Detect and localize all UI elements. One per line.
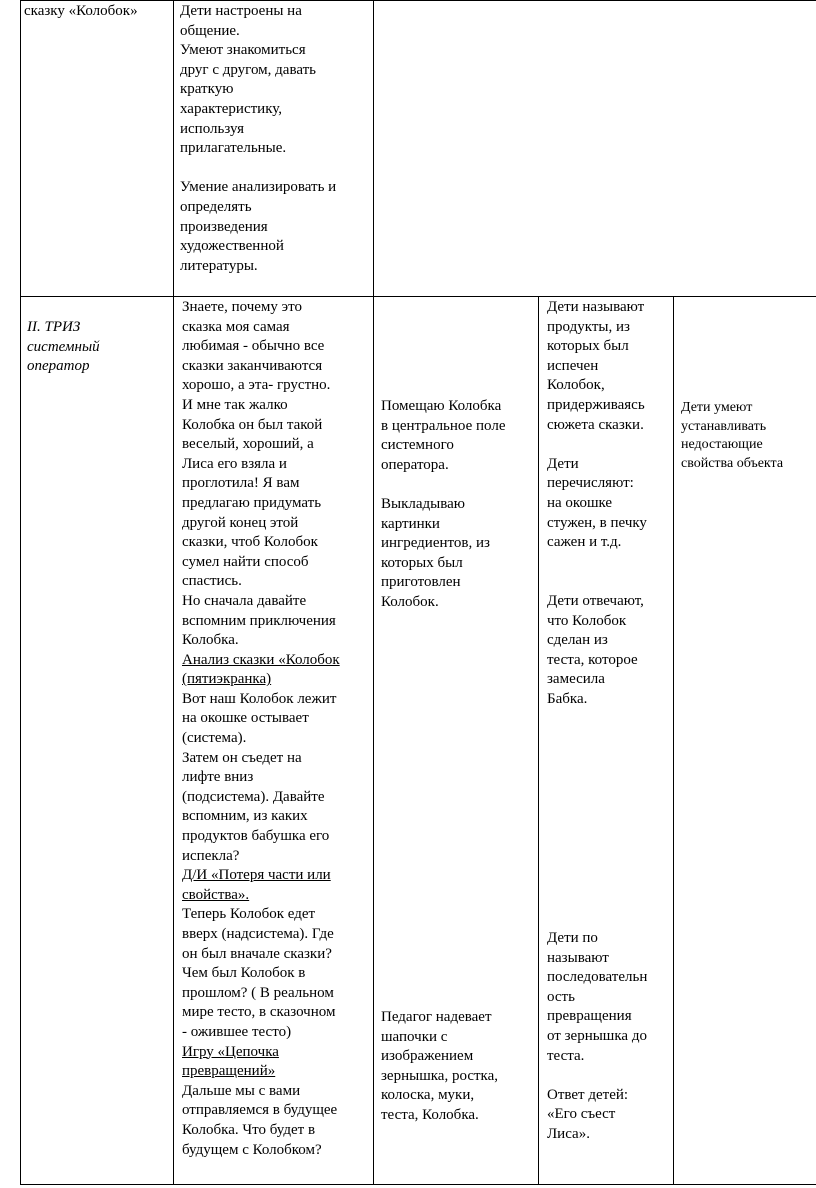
text-line: системного xyxy=(381,437,454,454)
text-line: придерживаясь xyxy=(547,396,645,413)
speech-line: Теперь Колобок едет xyxy=(182,906,316,923)
speech-line: свойства». xyxy=(182,886,250,903)
stage-title-line: системный xyxy=(27,338,100,355)
text-line: Дети называют xyxy=(547,299,645,315)
text-line: сказку «Колобок» xyxy=(24,3,138,19)
text-line: прилагательные. xyxy=(180,140,287,157)
speech-line: на окошке остывает xyxy=(182,710,309,727)
speech-line: Затем он съедет на xyxy=(182,749,302,766)
speech-line: вверх (надсистема). Где xyxy=(182,926,334,942)
text-line: произведения xyxy=(180,218,268,235)
speech-line: Но сначала давайте xyxy=(182,592,307,609)
children-activity-cell-1 xyxy=(547,298,647,709)
text-line: Бабка. xyxy=(547,690,588,707)
text-line: в центральное поле xyxy=(381,417,506,434)
text-line: Дети xyxy=(547,455,579,472)
speech-line: (подсистема). Давайте xyxy=(182,788,325,805)
text-line: определять xyxy=(180,198,252,215)
table-line-bottom xyxy=(20,1184,816,1185)
text-line: которых был xyxy=(547,338,629,355)
text-line: устанавливать xyxy=(681,418,767,434)
speech-line: вспомним приключения xyxy=(182,612,336,629)
text-line: «Его съест xyxy=(547,1106,616,1123)
speech-line: сказки заканчиваются xyxy=(182,357,323,374)
speech-line: Анализ сказки «Колобок xyxy=(182,651,340,668)
text-line: Колобок. xyxy=(381,593,439,610)
text-line: характеристику, xyxy=(180,100,283,117)
text-line: Умение анализировать и xyxy=(180,179,337,196)
text-line: ингредиентов, из xyxy=(381,535,490,552)
text-line: друг с другом, давать xyxy=(180,61,317,78)
text-line: сделан из xyxy=(547,632,608,649)
row1-col1-cell xyxy=(24,2,138,22)
speech-line: другой конец этой xyxy=(182,514,299,531)
speech-line: И мне так жалко xyxy=(182,396,288,413)
speech-line: Колобка. Что будет в xyxy=(182,1121,316,1138)
speech-line: проглотила! Я вам xyxy=(182,475,300,492)
text-line: используя xyxy=(180,120,244,137)
speech-line: испекла? xyxy=(182,847,240,864)
speech-line: веселый, хороший, а xyxy=(182,436,314,453)
table-row-divider xyxy=(20,296,816,297)
text-line: теста. xyxy=(547,1047,585,1064)
text-line: от зернышка до xyxy=(547,1027,647,1044)
speech-line: Дальше мы с вами xyxy=(182,1082,301,1099)
speech-line: он был вначале сказки? xyxy=(182,945,332,962)
text-line: сюжета сказки. xyxy=(547,416,644,433)
text-line: Дети умеют xyxy=(681,400,753,415)
table-line-top xyxy=(20,0,816,1)
text-line: Дети по xyxy=(547,930,598,946)
speech-line: Лиса его взяла и xyxy=(182,455,287,472)
text-line: Дети настроены на xyxy=(180,3,302,19)
text-line: называют xyxy=(547,949,609,966)
speech-line: Колобка. xyxy=(182,632,239,649)
text-line: Лиса». xyxy=(547,1125,590,1142)
stage-title-cell xyxy=(27,318,100,377)
text-line: последовательн xyxy=(547,969,648,986)
speech-line: хорошо, а эта- грустно. xyxy=(182,377,331,394)
teacher-actions-cell-1 xyxy=(381,397,506,613)
row1-col2-cell xyxy=(180,2,336,276)
text-line: Помещаю Колобка xyxy=(381,398,502,414)
teacher-speech-cell xyxy=(182,298,340,1160)
text-line: общение. xyxy=(180,22,240,39)
speech-line: продуктов бабушка его xyxy=(182,828,330,845)
text-line: оператора. xyxy=(381,456,449,473)
text-line: на окошке xyxy=(547,494,613,511)
text-line: перечисляют: xyxy=(547,475,634,492)
children-activity-cell-2 xyxy=(547,929,647,1145)
speech-line: (пятиэкранка) xyxy=(182,671,272,688)
speech-line: предлагаю придумать xyxy=(182,494,322,511)
speech-line: вспомним, из каких xyxy=(182,808,308,825)
speech-line: спастись. xyxy=(182,573,242,590)
speech-line: лифте вниз xyxy=(182,769,254,786)
table-col-border-4 xyxy=(673,296,674,1185)
text-line: колоска, муки, xyxy=(381,1087,475,1104)
text-line: теста, которое xyxy=(547,651,638,668)
speech-line: прошлом? ( В реальном xyxy=(182,984,334,1001)
text-line: Дети отвечают, xyxy=(547,592,644,609)
speech-line: Игру «Цепочка xyxy=(182,1043,279,1060)
text-line: изображением xyxy=(381,1048,474,1065)
table-col-border-left xyxy=(20,0,21,1185)
speech-line: Колобка он был такой xyxy=(182,416,323,433)
speech-line: - ожившее тесто) xyxy=(182,1023,292,1040)
text-line: ость xyxy=(547,988,575,1005)
text-line: что Колобок xyxy=(547,612,627,629)
text-line: зернышка, ростка, xyxy=(381,1067,499,1084)
result-cell xyxy=(681,399,783,473)
table-col-border-3 xyxy=(538,296,539,1185)
text-line: сажен и т.д. xyxy=(547,534,622,551)
text-line: Педагог надевает xyxy=(381,1009,492,1025)
speech-line: любимая - обычно все xyxy=(182,338,325,355)
speech-line: превращений» xyxy=(182,1063,276,1080)
text-line: которых был xyxy=(381,554,463,571)
text-line: художественной xyxy=(180,238,284,255)
text-line: Выкладываю xyxy=(381,495,465,512)
text-line: превращения xyxy=(547,1008,632,1025)
text-line: недостающие xyxy=(681,437,763,453)
text-line: литературы. xyxy=(180,257,258,274)
speech-line: сказка моя самая xyxy=(182,318,290,335)
text-line: свойства объекта xyxy=(681,455,784,471)
text-line: приготовлен xyxy=(381,574,461,591)
text-line: продукты, из xyxy=(547,318,630,335)
speech-line: будущем с Колобком? xyxy=(182,1141,322,1158)
speech-line: мире тесто, в сказочном xyxy=(182,1004,336,1021)
stage-title-line: II. ТРИЗ xyxy=(27,319,81,335)
text-line: картинки xyxy=(381,515,440,532)
text-line: стужен, в печку xyxy=(547,514,647,531)
teacher-actions-cell-2 xyxy=(381,1008,498,1126)
text-line: краткую xyxy=(180,81,234,98)
text-line: шапочки с xyxy=(381,1028,448,1045)
speech-line: сумел найти способ xyxy=(182,553,309,570)
text-line: Умеют знакомиться xyxy=(180,42,306,59)
speech-line: сказки, чтоб Колобок xyxy=(182,534,318,551)
speech-line: Знаете, почему это xyxy=(182,299,302,315)
speech-line: отправляемся в будущее xyxy=(182,1102,338,1119)
speech-line: Д/И «Потеря части или xyxy=(182,867,331,884)
speech-line: (система). xyxy=(182,730,247,747)
table-col-border-2 xyxy=(373,0,374,1185)
text-line: замесила xyxy=(547,671,605,688)
text-line: Ответ детей: xyxy=(547,1086,629,1103)
stage-title-line: оператор xyxy=(27,358,90,375)
table-col-border-1 xyxy=(173,0,174,1185)
text-line: теста, Колобка. xyxy=(381,1106,479,1123)
text-line: испечен xyxy=(547,357,599,374)
text-line: Колобок, xyxy=(547,377,605,394)
speech-line: Вот наш Колобок лежит xyxy=(182,690,337,707)
speech-line: Чем был Колобок в xyxy=(182,965,306,982)
